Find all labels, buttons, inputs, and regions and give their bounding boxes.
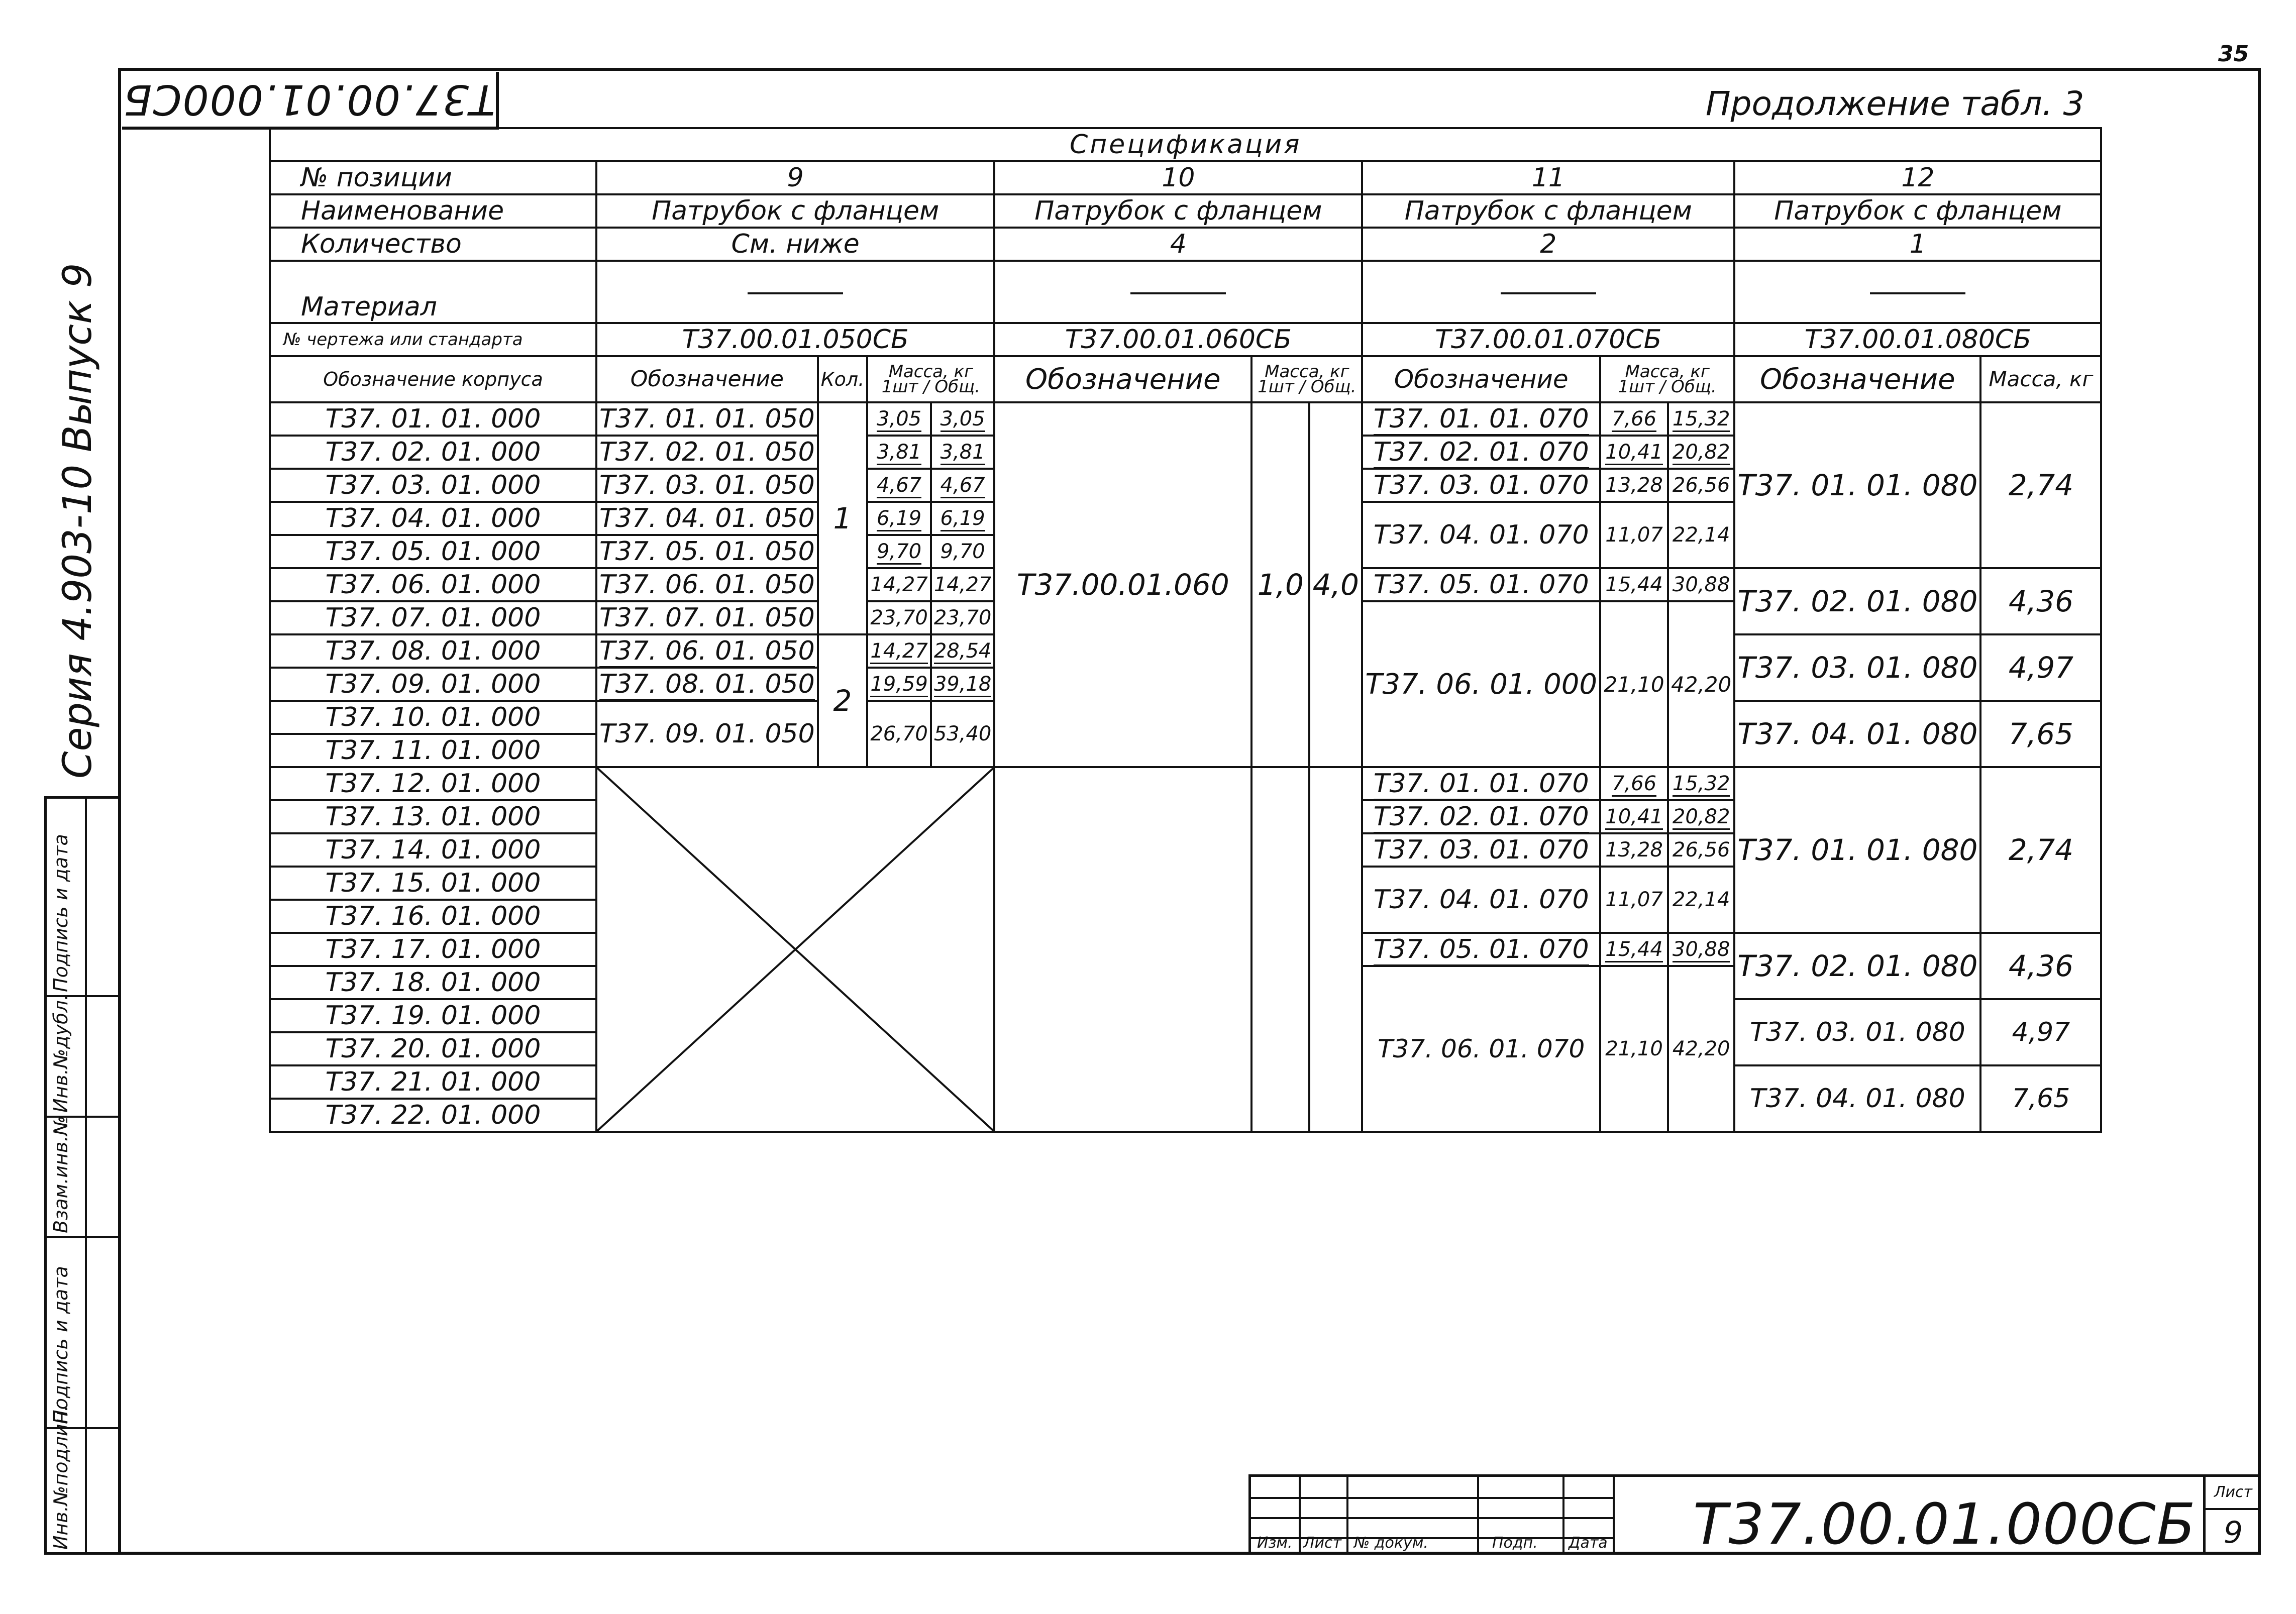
c12-designation: Т37. 04. 01. 080 bbox=[1734, 701, 1980, 767]
c11-mass-total: 26,56 bbox=[1668, 469, 1734, 502]
name-10: Патрубок с фланцем bbox=[994, 194, 1362, 228]
sub-mass-11 bbox=[1600, 356, 1734, 402]
sheet-label: Лист bbox=[2206, 1477, 2261, 1510]
sub-mass-total: Общ. bbox=[1310, 377, 1356, 397]
name-row bbox=[270, 194, 2101, 228]
c12-mass: 2,74 bbox=[1980, 402, 2101, 568]
c11-designation: Т37. 06. 01. 070 bbox=[1362, 966, 1600, 1132]
c11-mass-one: 21,10 bbox=[1600, 966, 1668, 1132]
spec-table bbox=[269, 127, 2102, 1133]
c9-mass-total: 23,70 bbox=[931, 601, 995, 634]
body-cell: Т37. 21. 01. 000 bbox=[270, 1065, 596, 1099]
c9-mass-one bbox=[867, 634, 931, 668]
material-row bbox=[270, 261, 2101, 323]
c11-mass-one: 11,07 bbox=[1600, 502, 1668, 568]
sub-qty-9: Кол. bbox=[818, 356, 868, 402]
c11-mass-one: 21,10 bbox=[1600, 601, 1668, 767]
c9-mass-one: 23,70 bbox=[867, 601, 931, 634]
c10-designation: Т37.00.01.060 bbox=[994, 402, 1251, 767]
mass-value: 4,67 bbox=[941, 474, 985, 498]
material-11 bbox=[1362, 261, 1734, 323]
sidebar-label: Подпись и дата bbox=[50, 1266, 72, 1424]
row-label: Материал bbox=[270, 261, 596, 323]
row-label: Обозначение корпуса bbox=[270, 356, 596, 402]
designation-value: Т37. 02. 01. 070 bbox=[1374, 437, 1589, 469]
continuation-label: Продолжение табл. 3 bbox=[1706, 84, 2084, 123]
sub-mass-label: Масса, кг bbox=[1265, 362, 1349, 382]
c9-mass-total bbox=[931, 402, 995, 436]
pos-9: 9 bbox=[596, 161, 994, 194]
c9-qty: 2 bbox=[818, 634, 868, 767]
designation-value: Т37. 08. 01. 050 bbox=[599, 669, 815, 701]
mass-value: 15,32 bbox=[1673, 407, 1730, 432]
name-9: Патрубок с фланцем bbox=[596, 194, 994, 228]
mass-value: 20,82 bbox=[1673, 441, 1730, 465]
c12-mass: 7,65 bbox=[1980, 701, 2101, 767]
c12-designation: Т37. 02. 01. 080 bbox=[1734, 568, 1980, 634]
position-row bbox=[270, 161, 2101, 194]
body-cell: Т37. 19. 01. 000 bbox=[270, 999, 596, 1032]
mass-value: 9,70 bbox=[877, 540, 921, 565]
body-cell: Т37. 15. 01. 000 bbox=[270, 867, 596, 900]
c12-mass: 4,97 bbox=[1980, 634, 2101, 701]
document-code: Т37.00.01.000СБ bbox=[1693, 1492, 2197, 1557]
drawing-9: Т37.00.01.050СБ bbox=[596, 323, 994, 356]
mass-value: 3,81 bbox=[877, 441, 921, 465]
sidebar-cell bbox=[47, 994, 119, 1118]
c9-mass-one: 14,27 bbox=[867, 568, 931, 601]
c10-mass-total-empty bbox=[1309, 767, 1362, 1132]
c11-mass-one: 15,44 bbox=[1600, 568, 1668, 601]
drawing-11: Т37.00.01.070СБ bbox=[1362, 323, 1734, 356]
quantity-row bbox=[270, 228, 2101, 261]
mass-value: 6,19 bbox=[877, 507, 921, 531]
qty-12: 1 bbox=[1734, 228, 2101, 261]
designation-value: Т37. 01. 01. 070 bbox=[1374, 404, 1589, 436]
c11-mass-total: 22,14 bbox=[1668, 867, 1734, 933]
c11-mass-total: 42,20 bbox=[1668, 601, 1734, 767]
sidebar-label: Взам.инв.№ bbox=[50, 1116, 72, 1233]
c11-designation: Т37. 03. 01. 070 bbox=[1362, 833, 1600, 867]
c9-designation: Т37. 03. 01. 050 bbox=[596, 469, 818, 502]
c11-mass-one bbox=[1600, 436, 1668, 469]
c12-mass: 2,74 bbox=[1980, 767, 2101, 933]
c12-mass: 4,97 bbox=[1980, 999, 2101, 1065]
dash-mark bbox=[1130, 292, 1226, 294]
dash-mark bbox=[1870, 292, 1965, 294]
sub-mass-12: Масса, кг bbox=[1980, 356, 2101, 402]
sub-designation-10: Обозначение bbox=[994, 356, 1251, 402]
title-block-grid bbox=[1251, 1477, 1613, 1555]
c9-mass-total bbox=[931, 469, 995, 502]
mass-value: 6,19 bbox=[941, 507, 985, 531]
pos-12: 12 bbox=[1734, 161, 2101, 194]
c10-mass-one: 1,0 bbox=[1251, 402, 1309, 767]
c9-mass-one bbox=[867, 469, 931, 502]
designation-value: Т37. 06. 01. 050 bbox=[599, 636, 815, 668]
tb-label-doc: № докум. bbox=[1354, 1534, 1428, 1552]
spec-title: Спецификация bbox=[270, 128, 2101, 161]
sub-mass-one: 1шт bbox=[1258, 377, 1294, 397]
body-cell: Т37. 22. 01. 000 bbox=[270, 1099, 596, 1132]
designation-value: Т37. 02. 01. 070 bbox=[1374, 802, 1589, 833]
mass-value: 28,54 bbox=[934, 639, 992, 664]
c11-designation bbox=[1362, 402, 1600, 436]
spec-title-row bbox=[270, 128, 2101, 161]
tb-rule bbox=[1299, 1477, 1301, 1555]
qty-9: См. ниже bbox=[596, 228, 994, 261]
tb-rule bbox=[1562, 1477, 1564, 1555]
sidebar-stamp bbox=[44, 796, 121, 1555]
sidebar-cell bbox=[47, 799, 119, 997]
row-label: № позиции bbox=[270, 161, 596, 194]
tb-label-sign: Подп. bbox=[1492, 1534, 1538, 1552]
c9-mass-total bbox=[931, 502, 995, 535]
body-cell: Т37. 13. 01. 000 bbox=[270, 800, 596, 833]
c12-designation: Т37. 03. 01. 080 bbox=[1734, 634, 1980, 701]
sub-mass-split: 1шт / Общ. bbox=[1618, 377, 1717, 397]
tb-rule bbox=[1346, 1477, 1348, 1555]
sub-mass-total: Общ. bbox=[934, 377, 980, 397]
row-label: Количество bbox=[270, 228, 596, 261]
mass-value: 30,88 bbox=[1673, 938, 1730, 962]
c11-mass-total: 22,14 bbox=[1668, 502, 1734, 568]
cross-icon bbox=[597, 768, 993, 1131]
sidebar-label: Подпись и дата bbox=[50, 834, 72, 992]
drawing-12: Т37.00.01.080СБ bbox=[1734, 323, 2101, 356]
c11-designation bbox=[1362, 933, 1600, 966]
row-label: № чертежа или стандарта bbox=[270, 323, 596, 356]
c12-designation: Т37. 02. 01. 080 bbox=[1734, 933, 1980, 999]
c11-mass-total bbox=[1668, 800, 1734, 833]
sidebar-cell bbox=[47, 1238, 119, 1429]
c9-designation bbox=[596, 634, 818, 668]
mass-value: 7,66 bbox=[1612, 407, 1656, 432]
tb-rule bbox=[1613, 1477, 1615, 1555]
c11-mass-total bbox=[1668, 436, 1734, 469]
body-cell: Т37. 05. 01. 000 bbox=[270, 535, 596, 568]
c11-mass-total bbox=[1668, 933, 1734, 966]
mass-value: 3,05 bbox=[941, 407, 985, 432]
designation-value: Т37. 01. 01. 070 bbox=[1374, 769, 1589, 800]
body-cell: Т37. 04. 01. 000 bbox=[270, 502, 596, 535]
body-cell: Т37. 08. 01. 000 bbox=[270, 634, 596, 668]
c11-mass-one bbox=[1600, 800, 1668, 833]
title-block bbox=[1248, 1474, 2261, 1555]
c9-mass-one: 26,70 bbox=[867, 701, 931, 767]
c11-mass-one bbox=[1600, 767, 1668, 800]
c9-qty: 1 bbox=[818, 402, 868, 634]
c9-mass-total bbox=[931, 436, 995, 469]
body-cell: Т37. 09. 01. 000 bbox=[270, 668, 596, 701]
body-cell: Т37. 06. 01. 000 bbox=[270, 568, 596, 601]
tb-rule bbox=[1251, 1517, 1613, 1519]
sub-mass-split: 1шт / Общ. bbox=[1258, 377, 1356, 397]
sub-mass-one: 1шт bbox=[881, 377, 918, 397]
not-applicable-cross bbox=[596, 767, 994, 1132]
mass-value: 39,18 bbox=[934, 673, 992, 697]
mass-value: 4,67 bbox=[877, 474, 921, 498]
body-cell: Т37. 01. 01. 000 bbox=[270, 402, 596, 436]
c11-mass-total bbox=[1668, 402, 1734, 436]
body-cell: Т37. 03. 01. 000 bbox=[270, 469, 596, 502]
mass-value: 3,05 bbox=[877, 407, 921, 432]
dash-mark bbox=[1501, 292, 1596, 294]
body-cell: Т37. 14. 01. 000 bbox=[270, 833, 596, 867]
row-label: Наименование bbox=[270, 194, 596, 228]
table-row bbox=[270, 767, 2101, 800]
sub-mass-split: 1шт / Общ. bbox=[881, 377, 980, 397]
body-cell: Т37. 20. 01. 000 bbox=[270, 1032, 596, 1065]
sidebar-cell bbox=[47, 1118, 119, 1238]
c12-mass: 4,36 bbox=[1980, 568, 2101, 634]
body-cell: Т37. 12. 01. 000 bbox=[270, 767, 596, 800]
tb-label-sheet: Лист bbox=[1303, 1534, 1342, 1552]
sub-mass-one: 1шт bbox=[1618, 377, 1655, 397]
sidebar-label: Инв.№дубл. bbox=[50, 994, 72, 1113]
dash-mark bbox=[748, 292, 843, 294]
c9-designation: Т37. 07. 01. 050 bbox=[596, 601, 818, 634]
sheet-number: 9 bbox=[2223, 1515, 2243, 1550]
mass-value: 10,41 bbox=[1605, 805, 1663, 830]
c9-mass-total bbox=[931, 668, 995, 701]
c11-mass-total: 30,88 bbox=[1668, 568, 1734, 601]
table-row bbox=[270, 402, 2101, 436]
c11-mass-total: 42,20 bbox=[1668, 966, 1734, 1132]
sub-mass-label: Масса, кг bbox=[1625, 362, 1710, 382]
c9-mass-total: 14,27 bbox=[931, 568, 995, 601]
body-cell: Т37. 07. 01. 000 bbox=[270, 601, 596, 634]
sidebar-label: Инв.№подлин. bbox=[50, 1405, 72, 1550]
sub-mass-10 bbox=[1251, 356, 1362, 402]
c9-designation: Т37. 06. 01. 050 bbox=[596, 568, 818, 601]
pos-10: 10 bbox=[994, 161, 1362, 194]
mass-value: 15,44 bbox=[1605, 938, 1663, 962]
sub-designation-9: Обозначение bbox=[596, 356, 818, 402]
body-cell: Т37. 02. 01. 000 bbox=[270, 436, 596, 469]
material-12 bbox=[1734, 261, 2101, 323]
tb-rule bbox=[1477, 1477, 1479, 1555]
series-text: Серия 4.903-10 Выпуск 9 bbox=[55, 263, 100, 779]
sidebar-cell bbox=[47, 1405, 119, 1555]
c11-designation: Т37. 04. 01. 070 bbox=[1362, 867, 1600, 933]
name-12: Патрубок с фланцем bbox=[1734, 194, 2101, 228]
c9-mass-total bbox=[931, 634, 995, 668]
c9-mass-one bbox=[867, 436, 931, 469]
subheader-row bbox=[270, 356, 2101, 402]
c10-mass-one-empty bbox=[1251, 767, 1309, 1132]
sub-mass-total: Общ. bbox=[1671, 377, 1717, 397]
c12-designation: Т37. 01. 01. 080 bbox=[1734, 767, 1980, 933]
pos-11: 11 bbox=[1362, 161, 1734, 194]
c11-mass-one: 13,28 bbox=[1600, 833, 1668, 867]
page-number: 35 bbox=[2218, 41, 2249, 67]
sub-designation-12: Обозначение bbox=[1734, 356, 1980, 402]
sub-mass-label: Масса, кг bbox=[888, 362, 974, 382]
body-cell: Т37. 17. 01. 000 bbox=[270, 933, 596, 966]
mass-value: 20,82 bbox=[1673, 805, 1730, 830]
c9-designation: Т37. 04. 01. 050 bbox=[596, 502, 818, 535]
c9-mass-total: 53,40 bbox=[931, 701, 995, 767]
c11-designation bbox=[1362, 767, 1600, 800]
c11-designation: Т37. 05. 01. 070 bbox=[1362, 568, 1600, 601]
tb-label-change: Изм. bbox=[1257, 1534, 1293, 1552]
c12-designation: Т37. 01. 01. 080 bbox=[1734, 402, 1980, 568]
c12-mass: 4,36 bbox=[1980, 933, 2101, 999]
designation-value: Т37. 05. 01. 070 bbox=[1374, 934, 1589, 966]
c11-designation bbox=[1362, 436, 1600, 469]
body-cell: Т37. 11. 01. 000 bbox=[270, 734, 596, 767]
inverted-stamp-text: Т37.00.01.000СБ bbox=[123, 75, 495, 123]
sub-mass-9 bbox=[867, 356, 994, 402]
c11-designation bbox=[1362, 800, 1600, 833]
c9-designation: Т37. 02. 01. 050 bbox=[596, 436, 818, 469]
c9-mass-one bbox=[867, 402, 931, 436]
c9-designation bbox=[596, 668, 818, 701]
sub-designation-11: Обозначение bbox=[1362, 356, 1600, 402]
qty-11: 2 bbox=[1362, 228, 1734, 261]
c11-designation: Т37. 03. 01. 070 bbox=[1362, 469, 1600, 502]
c11-mass-one bbox=[1600, 933, 1668, 966]
tb-label-date: Дата bbox=[1569, 1534, 1608, 1552]
c9-designation: Т37. 05. 01. 050 bbox=[596, 535, 818, 568]
c10-mass-total: 4,0 bbox=[1309, 402, 1362, 767]
c12-designation: Т37. 03. 01. 080 bbox=[1734, 999, 1980, 1065]
c9-mass-total: 9,70 bbox=[931, 535, 995, 568]
c12-designation: Т37. 04. 01. 080 bbox=[1734, 1065, 1980, 1132]
drawing-10: Т37.00.01.060СБ bbox=[994, 323, 1362, 356]
c11-mass-one bbox=[1600, 402, 1668, 436]
mass-value: 14,27 bbox=[870, 639, 928, 664]
c12-mass: 7,65 bbox=[1980, 1065, 2101, 1132]
c11-mass-total: 26,56 bbox=[1668, 833, 1734, 867]
qty-10: 4 bbox=[994, 228, 1362, 261]
c10-designation-empty bbox=[994, 767, 1251, 1132]
mass-value: 15,32 bbox=[1673, 772, 1730, 797]
mass-value: 19,59 bbox=[870, 673, 928, 697]
material-9 bbox=[596, 261, 994, 323]
c9-designation: Т37. 09. 01. 050 bbox=[596, 701, 818, 767]
c11-designation: Т37. 06. 01. 000 bbox=[1362, 601, 1600, 767]
mass-value: 3,81 bbox=[941, 441, 985, 465]
body-cell: Т37. 10. 01. 000 bbox=[270, 701, 596, 734]
c9-mass-one bbox=[867, 502, 931, 535]
c9-mass-one bbox=[867, 668, 931, 701]
c9-mass-one bbox=[867, 535, 931, 568]
inverted-stamp bbox=[122, 72, 499, 130]
drawing-row bbox=[270, 323, 2101, 356]
c9-designation: Т37. 01. 01. 050 bbox=[596, 402, 818, 436]
body-cell: Т37. 18. 01. 000 bbox=[270, 966, 596, 999]
mass-value: 10,41 bbox=[1605, 441, 1663, 465]
sheet-box bbox=[2203, 1477, 2261, 1555]
mass-value: 7,66 bbox=[1612, 772, 1656, 797]
name-11: Патрубок с фланцем bbox=[1362, 194, 1734, 228]
c11-mass-one: 13,28 bbox=[1600, 469, 1668, 502]
c11-mass-total bbox=[1668, 767, 1734, 800]
tb-rule bbox=[1251, 1497, 1613, 1499]
c11-designation: Т37. 04. 01. 070 bbox=[1362, 502, 1600, 568]
body-cell: Т37. 16. 01. 000 bbox=[270, 900, 596, 933]
c11-mass-one: 11,07 bbox=[1600, 867, 1668, 933]
material-10 bbox=[994, 261, 1362, 323]
